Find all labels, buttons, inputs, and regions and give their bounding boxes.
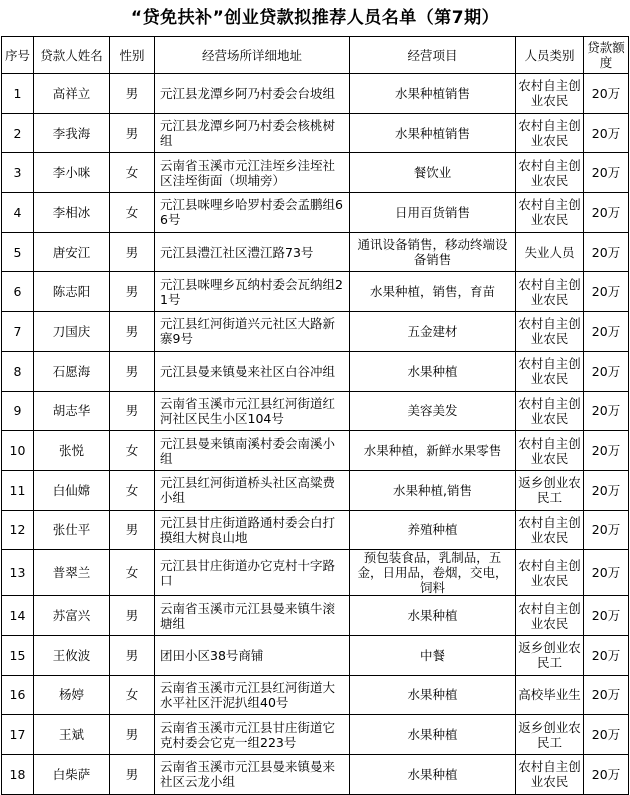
- cell-project: 水果种植销售: [350, 113, 516, 153]
- header-amount: 贷款额度: [584, 37, 629, 74]
- cell-category: 农村自主创业农民: [516, 113, 584, 153]
- cell-category: 农村自主创业农民: [516, 510, 584, 550]
- cell-sex: 女: [110, 431, 155, 471]
- cell-project: 水果种植销售: [350, 74, 516, 114]
- cell-category: 高校毕业生: [516, 675, 584, 715]
- table-row: [2, 635, 629, 675]
- table-row: [2, 113, 629, 153]
- cell-amount: 20万: [584, 675, 629, 715]
- cell-amount: 20万: [584, 74, 629, 114]
- cell-address: 元江县红河街道桥头社区高粱费小组: [155, 470, 350, 510]
- cell-project: 水果种植: [350, 351, 516, 391]
- cell-sex: 男: [110, 391, 155, 431]
- cell-address: 元江县曼来镇南溪村委会南溪小组: [155, 431, 350, 471]
- cell-no: 3: [2, 153, 34, 193]
- cell-amount: 20万: [584, 635, 629, 675]
- cell-sex: 男: [110, 74, 155, 114]
- cell-category: 农村自主创业农民: [516, 312, 584, 352]
- cell-amount: 20万: [584, 312, 629, 352]
- cell-address: 团田小区38号商铺: [155, 635, 350, 675]
- cell-sex: 男: [110, 755, 155, 795]
- cell-no: 1: [2, 74, 34, 114]
- table-row: [2, 312, 629, 352]
- cell-project: 水果种植: [350, 675, 516, 715]
- document-title: “贷免扶补”创业贷款拟推荐人员名单（第7期）: [130, 8, 500, 28]
- cell-address: 元江县龙潭乡阿乃村委会台坡组: [155, 74, 350, 114]
- table-row: [2, 715, 629, 755]
- cell-address: 元江县曼来镇曼来社区白谷冲组: [155, 351, 350, 391]
- cell-amount: 20万: [584, 193, 629, 233]
- cell-project: 日用百货销售: [350, 193, 516, 233]
- table-row: [2, 153, 629, 193]
- table-row: [2, 596, 629, 636]
- cell-category: 农村自主创业农民: [516, 550, 584, 596]
- cell-category: 农村自主创业农民: [516, 391, 584, 431]
- cell-no: 17: [2, 715, 34, 755]
- table-row: [2, 431, 629, 471]
- cell-amount: 20万: [584, 232, 629, 272]
- cell-address: 云南省玉溪市元江洼垤乡洼垤社区洼垤街面（坝埔旁）: [155, 153, 350, 193]
- cell-name: 唐安江: [34, 232, 110, 272]
- cell-project: 水果种植: [350, 596, 516, 636]
- cell-project: 餐饮业: [350, 153, 516, 193]
- cell-category: 失业人员: [516, 232, 584, 272]
- table-row: [2, 755, 629, 795]
- cell-address: 元江县澧江社区澧江路73号: [155, 232, 350, 272]
- cell-no: 5: [2, 232, 34, 272]
- cell-address: 元江县甘庄街道办它克村十字路口: [155, 550, 350, 596]
- cell-no: 13: [2, 550, 34, 596]
- cell-no: 16: [2, 675, 34, 715]
- cell-category: 农村自主创业农民: [516, 74, 584, 114]
- cell-name: 李我海: [34, 113, 110, 153]
- table-row: [2, 232, 629, 272]
- cell-project: 养殖种植: [350, 510, 516, 550]
- cell-no: 6: [2, 272, 34, 312]
- table-row: [2, 74, 629, 114]
- cell-sex: 男: [110, 312, 155, 352]
- cell-sex: 女: [110, 153, 155, 193]
- cell-amount: 20万: [584, 715, 629, 755]
- table-body: [2, 74, 629, 795]
- cell-sex: 女: [110, 550, 155, 596]
- cell-no: 2: [2, 113, 34, 153]
- cell-no: 15: [2, 635, 34, 675]
- cell-category: 农村自主创业农民: [516, 596, 584, 636]
- header-no: 序号: [2, 37, 34, 74]
- cell-project: 预包装食品，乳制品，五金，日用品，卷烟，交电，饲料: [350, 550, 516, 596]
- cell-name: 王攸波: [34, 635, 110, 675]
- cell-sex: 女: [110, 193, 155, 233]
- cell-name: 白柴萨: [34, 755, 110, 795]
- table-row: [2, 193, 629, 233]
- cell-amount: 20万: [584, 351, 629, 391]
- cell-project: 美容美发: [350, 391, 516, 431]
- cell-no: 9: [2, 391, 34, 431]
- cell-category: 农村自主创业农民: [516, 193, 584, 233]
- table-header-row: [2, 37, 629, 74]
- cell-category: 农村自主创业农民: [516, 153, 584, 193]
- cell-sex: 女: [110, 470, 155, 510]
- cell-address: 元江县咪哩乡瓦纳村委会瓦纳组21号: [155, 272, 350, 312]
- cell-name: 张仕平: [34, 510, 110, 550]
- cell-name: 刀国庆: [34, 312, 110, 352]
- cell-address: 元江县红河街道兴元社区大路新寨9号: [155, 312, 350, 352]
- cell-address: 云南省玉溪市元江县甘庄街道它克村委会它克一组223号: [155, 715, 350, 755]
- cell-name: 石愿海: [34, 351, 110, 391]
- table-row: [2, 510, 629, 550]
- header-name: 贷款人姓名: [34, 37, 110, 74]
- cell-project: 水果种植: [350, 715, 516, 755]
- cell-no: 10: [2, 431, 34, 471]
- cell-address: 云南省玉溪市元江县曼来镇牛滚塘组: [155, 596, 350, 636]
- cell-project: 五金建材: [350, 312, 516, 352]
- cell-name: 杨婷: [34, 675, 110, 715]
- cell-amount: 20万: [584, 755, 629, 795]
- cell-address: 元江县龙潭乡阿乃村委会核桃树组: [155, 113, 350, 153]
- cell-address: 云南省玉溪市元江县红河街道大水平社区汗泥扒组40号: [155, 675, 350, 715]
- cell-amount: 20万: [584, 153, 629, 193]
- cell-project: 水果种植，销售，育苗: [350, 272, 516, 312]
- cell-sex: 男: [110, 351, 155, 391]
- cell-name: 白仙嫦: [34, 470, 110, 510]
- cell-project: 水果种植: [350, 755, 516, 795]
- cell-sex: 男: [110, 596, 155, 636]
- cell-no: 12: [2, 510, 34, 550]
- table-row: [2, 675, 629, 715]
- cell-sex: 男: [110, 715, 155, 755]
- cell-name: 胡志华: [34, 391, 110, 431]
- cell-sex: 男: [110, 510, 155, 550]
- cell-category: 农村自主创业农民: [516, 272, 584, 312]
- cell-project: 水果种植，新鲜水果零售: [350, 431, 516, 471]
- cell-category: 农村自主创业农民: [516, 755, 584, 795]
- cell-name: 高祥立: [34, 74, 110, 114]
- cell-no: 11: [2, 470, 34, 510]
- cell-name: 王斌: [34, 715, 110, 755]
- header-sex: 性别: [110, 37, 155, 74]
- cell-amount: 20万: [584, 550, 629, 596]
- cell-sex: 男: [110, 272, 155, 312]
- cell-name: 苏富兴: [34, 596, 110, 636]
- cell-category: 返乡创业农民工: [516, 470, 584, 510]
- table-row: [2, 272, 629, 312]
- table-row: [2, 391, 629, 431]
- cell-name: 李小咪: [34, 153, 110, 193]
- cell-category: 返乡创业农民工: [516, 635, 584, 675]
- table-row: [2, 470, 629, 510]
- table-row: [2, 351, 629, 391]
- table-row: [2, 550, 629, 596]
- cell-name: 普翠兰: [34, 550, 110, 596]
- cell-amount: 20万: [584, 431, 629, 471]
- cell-name: 陈志阳: [34, 272, 110, 312]
- header-address: 经营场所详细地址: [155, 37, 350, 74]
- loan-recommendation-table: [1, 36, 629, 795]
- cell-project: 水果种植,销售: [350, 470, 516, 510]
- cell-no: 18: [2, 755, 34, 795]
- cell-name: 李相冰: [34, 193, 110, 233]
- header-category: 人员类别: [516, 37, 584, 74]
- header-project: 经营项目: [350, 37, 516, 74]
- cell-category: 农村自主创业农民: [516, 351, 584, 391]
- cell-no: 8: [2, 351, 34, 391]
- cell-amount: 20万: [584, 470, 629, 510]
- cell-amount: 20万: [584, 596, 629, 636]
- cell-category: 农村自主创业农民: [516, 431, 584, 471]
- cell-no: 7: [2, 312, 34, 352]
- cell-amount: 20万: [584, 510, 629, 550]
- cell-address: 元江县咪哩乡哈罗村委会孟鹏组66号: [155, 193, 350, 233]
- cell-project: 中餐: [350, 635, 516, 675]
- cell-sex: 男: [110, 232, 155, 272]
- cell-sex: 男: [110, 113, 155, 153]
- cell-no: 4: [2, 193, 34, 233]
- cell-no: 14: [2, 596, 34, 636]
- cell-name: 张悦: [34, 431, 110, 471]
- cell-address: 云南省玉溪市元江县红河街道红河社区民生小区104号: [155, 391, 350, 431]
- cell-amount: 20万: [584, 272, 629, 312]
- cell-amount: 20万: [584, 391, 629, 431]
- cell-sex: 男: [110, 635, 155, 675]
- cell-project: 通讯设备销售，移动终端设备销售: [350, 232, 516, 272]
- cell-amount: 20万: [584, 113, 629, 153]
- cell-address: 元江县甘庄街道路通村委会白打摸组大树良山地: [155, 510, 350, 550]
- cell-category: 返乡创业农民工: [516, 715, 584, 755]
- cell-address: 云南省玉溪市元江县曼来镇曼来社区云龙小组: [155, 755, 350, 795]
- cell-sex: 女: [110, 675, 155, 715]
